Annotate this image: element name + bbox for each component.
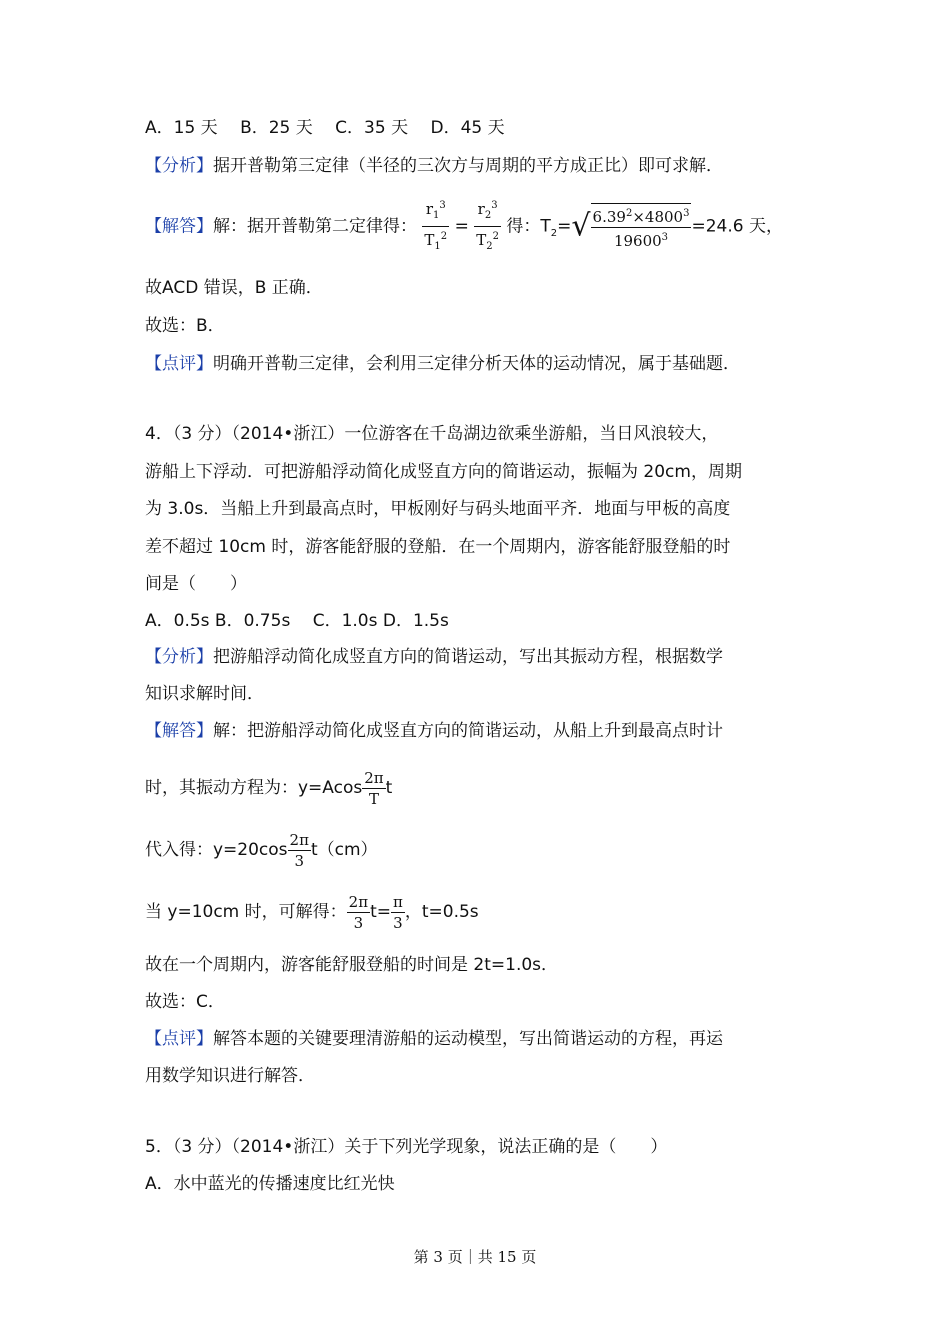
eq1-fraction: $\frac{2\pi}{T}$ — [364, 768, 384, 808]
eq3-mid: t= — [370, 902, 391, 922]
q4-answer-1 — [145, 719, 723, 743]
q4-equation-2 — [145, 828, 378, 872]
sqrt-icon: √ — [571, 208, 591, 244]
page-footer: 第 3 页｜共 15 页 — [413, 1248, 537, 1266]
q4-equation-3 — [145, 890, 479, 934]
q3-options: A．15 天 B．25 天 C．35 天 D．45 天 — [145, 118, 505, 138]
analysis-text: 把游船浮动简化成竖直方向的简谐运动，写出其振动方程，根据数学 — [213, 647, 723, 667]
q5-option-a: A．水中蓝光的传播速度比红光快 — [145, 1174, 395, 1194]
q4-review-1 — [145, 1027, 723, 1051]
q4-line-3: 为 3.0s．当船上升到最高点时，甲板刚好与码头地面平齐．地面与甲板的高度 — [145, 499, 731, 519]
q4-line-2: 游船上下浮动．可把游船浮动简化成竖直方向的简谐运动，振幅为 20cm，周期 — [145, 462, 742, 482]
equals-sign: = — [454, 216, 469, 237]
review-tag: 【点评】 — [145, 1029, 213, 1049]
eq1-suffix: t — [385, 778, 393, 798]
q3-line2: 故ACD 错误，B 正确． — [145, 278, 323, 298]
q3-analysis — [145, 154, 723, 178]
answer-tag: 【解答】 — [145, 216, 213, 237]
eq3-fraction-2: $\frac{\pi}{3}$ — [392, 892, 403, 932]
sqrt-den: 19600 — [613, 231, 662, 250]
review-tag: 【点评】 — [145, 354, 213, 374]
q3-choice: 故选：B． — [145, 316, 225, 336]
answer-text: 解：把游船浮动简化成竖直方向的简谐运动，从船上升到最高点时计 — [213, 721, 723, 741]
sqrt-num2: ×4800 — [632, 207, 684, 226]
kepler-fraction-1: $\frac{r_1^3}{T_1^2}$ — [422, 196, 449, 257]
answer-result: =24.6 天， — [691, 216, 783, 237]
answer-prefix: 解：据开普勒第二定律得： — [213, 216, 417, 237]
sqrt-num: 6.39 — [592, 207, 626, 226]
review-text: 明确开普勒三定律，会利用三定律分析天体的运动情况，属于基础题． — [213, 354, 740, 374]
analysis-tag: 【分析】 — [145, 156, 213, 176]
eq2-prefix: 代入得：y=20cos — [145, 840, 288, 860]
q4-line-4: 差不超过 10cm 时，游客能舒服的登船．在一个周期内，游客能舒服登船的时 — [145, 537, 731, 557]
eq3-suffix: ，t=0.5s — [404, 902, 479, 922]
q4-analysis-1 — [145, 645, 723, 669]
q4-choice: 故选：C． — [145, 992, 225, 1012]
eq-mid: 得：T — [506, 216, 551, 237]
kepler-fraction-2: $\frac{r_2^3}{T_2^2}$ — [474, 196, 501, 257]
q4-review-2: 用数学知识进行解答． — [145, 1066, 315, 1086]
q4-line-5: 间是（ ） — [145, 574, 247, 594]
q4-analysis-2: 知识求解时间． — [145, 684, 264, 704]
eq2-suffix: t（cm） — [310, 840, 378, 860]
eq1-prefix: 时，其振动方程为：y=Acos — [145, 778, 363, 798]
answer-tag: 【解答】 — [145, 721, 213, 741]
analysis-tag: 【分析】 — [145, 647, 213, 667]
q3-answer: 【解答】解：据开普勒第二定律得： $\frac{r_1^3}{T_1^2}$ = $\frac{r_2^3}{T_2^2}$ 得：$T_2=√$ $\frac{6.39^2\times 4800^3}{19600^3}$ =24.6 天， — [145, 196, 783, 256]
q5-line-1: 5．（3 分）（2014•浙江）关于下列光学现象，说法正确的是（ ） — [145, 1137, 668, 1157]
eq3-fraction-1: $\frac{2\pi}{3}$ — [348, 892, 369, 932]
sqrt-fraction: $\frac{6.39^2\times 4800^3}{19600^3}$ — [591, 203, 692, 251]
review-text: 解答本题的关键要理清游船的运动模型，写出简谐运动的方程，再运 — [213, 1029, 723, 1049]
q4-line-1: 4．（3 分）（2014•浙江）一位游客在千岛湖边欲乘坐游船，当日风浪较大， — [145, 424, 719, 444]
q4-equation-1 — [145, 766, 392, 810]
q3-review — [145, 352, 740, 376]
eq2-fraction: $\frac{2\pi}{3}$ — [289, 830, 309, 870]
eq3-prefix: 当 y=10cm 时，可解得： — [145, 902, 347, 922]
analysis-text: 据开普勒第三定律（半径的三次方与周期的平方成正比）即可求解． — [213, 156, 723, 176]
eq-eq: = — [557, 216, 572, 237]
q4-options: A．0.5s B．0.75s C．1.0s D．1.5s — [145, 611, 449, 631]
q4-result: 故在一个周期内，游客能舒服登船的时间是 2t=1.0s． — [145, 955, 559, 975]
